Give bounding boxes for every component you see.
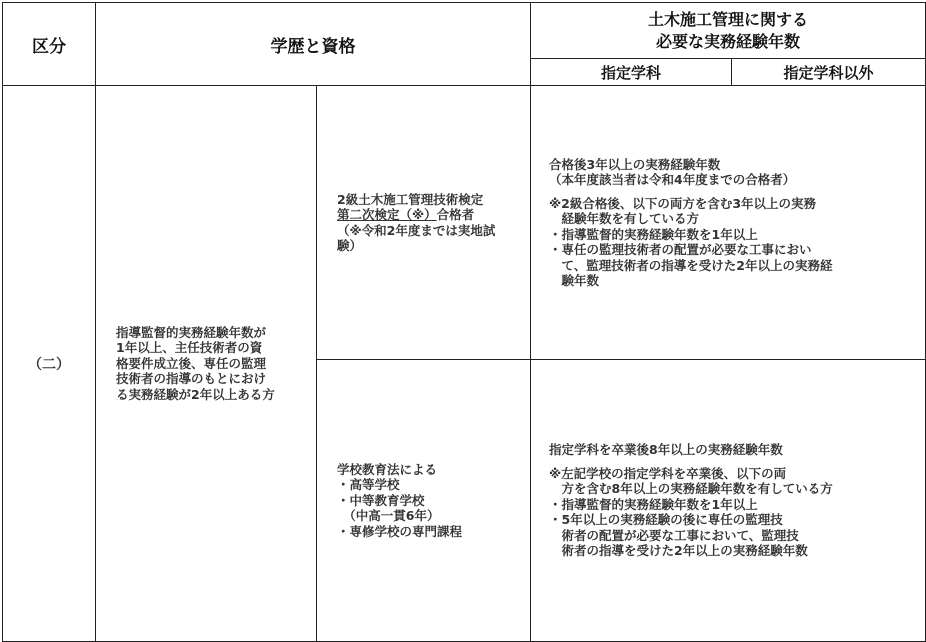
requirement-line: 指導監督的実務経験年数が xyxy=(116,324,267,340)
header-category: 区分 xyxy=(3,3,96,86)
requirement-line: 技術者の指導のもとにおけ xyxy=(116,371,267,387)
row-requirement xyxy=(96,86,317,642)
experience-line: （本年度該当者は令和4年度までの合格者） xyxy=(549,172,796,187)
header-experience-line2: 必要な実務経験年数 xyxy=(656,31,801,51)
experience-line: ・指導監督的実務経験年数を1年以上 xyxy=(549,226,758,242)
case2-experience xyxy=(531,360,926,642)
experience-line: ※左記学校の指定学科を卒業後、以下の両 xyxy=(549,465,787,481)
case1-experience xyxy=(531,86,926,360)
row-category: （二） xyxy=(3,86,96,642)
experience-line: ・専任の監理技術者の配置が必要な工事におい xyxy=(549,242,812,257)
qualification-line: ・中等教育学校 xyxy=(337,492,425,508)
experience-line: ・5年以上の実務経験の後に専任の監理技 xyxy=(549,512,783,528)
requirement-line: る実務経験が2年以上ある方 xyxy=(116,386,275,402)
requirement-line: 格要件成立後、専任の監理 xyxy=(116,355,267,371)
experience-line: 経験年数を有している方 xyxy=(549,211,700,226)
experience-line: 験年数 xyxy=(549,273,600,288)
header-experience-line1: 土木施工管理に関する xyxy=(648,9,809,29)
case2-qualification xyxy=(317,360,531,642)
experience-line: 方を含む8年以上の実務経験年数を有している方 xyxy=(549,481,833,497)
spacer xyxy=(549,188,919,196)
experience-line: 術者の配置が必要な工事において、監理技 xyxy=(549,527,799,543)
experience-line: 指定学科を卒業後8年以上の実務経験年数 xyxy=(549,442,783,458)
requirement-line: 1年以上、主任技術者の資 xyxy=(116,340,263,356)
experience-line: て、監理技術者の指導を受けた2年以上の実務経 xyxy=(549,257,833,273)
qualification-line: 2級土木施工管理技術検定 xyxy=(337,191,484,207)
second-exam-underlined: 第二次検定（※） xyxy=(337,207,437,222)
case1-qualification xyxy=(317,86,531,360)
experience-line: ※2級合格後、以下の両方を含む3年以上の実務 xyxy=(549,195,817,211)
qualification-line: （※令和2年度までは実地試 xyxy=(337,222,496,238)
qualification-line: ・専修学校の専門課程 xyxy=(337,523,463,539)
header-non-designated-subject: 指定学科以外 xyxy=(732,59,926,86)
qualification-line: 学校教育法による xyxy=(337,461,438,477)
passer-label: 合格者 xyxy=(436,207,475,222)
qualification-line: 験） xyxy=(337,238,363,253)
spacer xyxy=(549,458,919,466)
qualification-line xyxy=(337,207,524,223)
experience-requirements-table xyxy=(2,2,926,642)
experience-line: 術者の指導を受けた2年以上の実務経験年数 xyxy=(549,543,808,559)
header-required-experience xyxy=(531,3,926,59)
experience-line: ・指導監督的実務経験年数を1年以上 xyxy=(549,496,758,512)
qualification-line: （中高一貫6年） xyxy=(337,508,440,524)
qualification-line: ・高等学校 xyxy=(337,477,400,493)
experience-line: 合格後3年以上の実務経験年数 xyxy=(549,156,721,172)
header-designated-subject: 指定学科 xyxy=(531,59,732,86)
header-education-qualification: 学歴と資格 xyxy=(96,3,531,86)
